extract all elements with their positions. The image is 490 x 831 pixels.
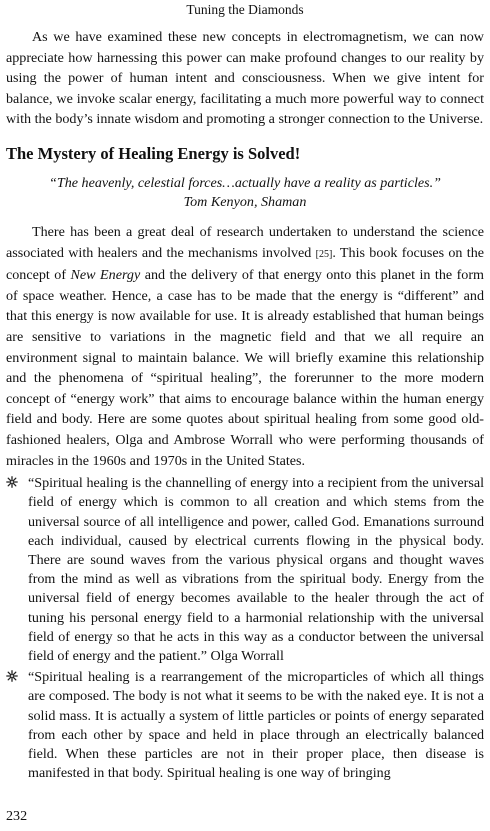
para2-text-b: . This book focuses on the concept of [6, 244, 484, 284]
list-item [6, 474, 484, 666]
epigraph-attribution: Tom Kenyon, Shaman [183, 193, 307, 210]
microparticles-quote: “Spiritual healing is a rearrangement of the microparticles of which all things are composed. The body is not what it seems to be with the naked eye. It is not a solid mass. It is actually a system of little particles or points of energy separated from each other by space and held in place through an electrically balanced field. When these particles are not in their proper place, then disease is manifested in that body. Spiritual healing is one way of bringing [28, 669, 484, 782]
quote-list [6, 474, 484, 783]
page-number: 232 [6, 808, 28, 824]
para2-text-c: and the delivery of that energy onto this planet in the form of space weather. Hence, a case has to be made that the energy is “different” and that this energy is now available for use. It is already established that human beings are sensitive to variations in the magnetic field and that we all require an environment signal to maintain balance. We will briefly examine this relationship and the phenomena of “spiritual healing”, the forerunner to the more modern concept of “energy work” that aims to encourage balance within the human energy field and body. Here are some quotes about spiritual healing from some good old-fashioned healers, Olga and Ambrose Worrall who were performing thousands of miracles in the 1960s and 1970s in the United States. [6, 267, 484, 469]
book-page [6, 0, 484, 783]
citation-ref: [25] [315, 248, 333, 260]
new-energy-term: New Energy [70, 267, 141, 284]
epigraph-quote: “The heavenly, celestial forces…actually have a reality as particles.” [49, 174, 441, 191]
snowflake-asterisk-icon [6, 670, 18, 682]
running-title: Tuning the Diamonds [186, 2, 304, 17]
section-heading: The Mystery of Healing Energy is Solved! [6, 143, 301, 163]
list-item [6, 668, 484, 783]
research-paragraph [6, 222, 484, 471]
snowflake-asterisk-icon [6, 476, 18, 488]
olga-worrall-quote: “Spiritual healing is the channelling of energy into a recipient from the universal field of energy which is common to all creation and which stems from the universal source of all intelligence and power, called God. Emanations surround each individual, caused by electrical currents flowing in the physical body. There are sound waves from the various physical organs and thought waves from the mind as well as vibrations from the spiritual body. Energy from the universal field of energy becomes available to the healer through the act of tuning his personal energy field to a harmonial relationship with the universal field of energy so that he acts in this way as a conductor between the universal field of energy and the patient.” Olga Worrall [28, 475, 484, 664]
intro-paragraph: As we have examined these new concepts in electromagnetism, we can now appreciate how harnessing this power can make profound changes to our reality by using the power of human intent and consciousness. When we give intent for balance, we invoke scalar energy, facilitating a much more powerful way to connect with the body’s innate wisdom and promoting a stronger connection to the Universe. [6, 29, 484, 128]
para2-text-a: There has been a great deal of research undertaken to understand the science associated with healers and the mechanisms involved [6, 223, 484, 261]
